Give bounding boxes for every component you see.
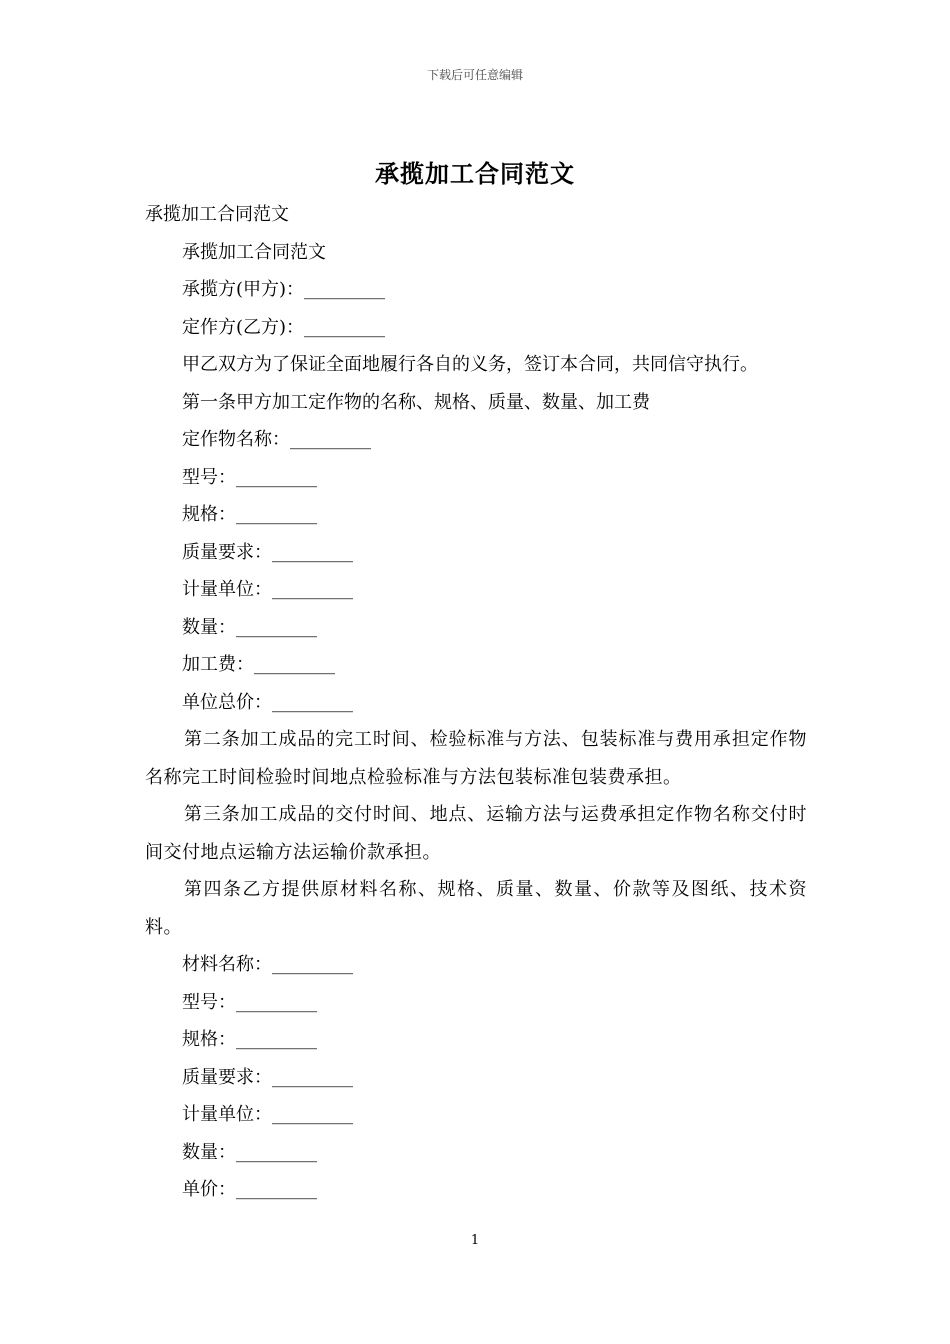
body-line: 承揽加工合同范文 [182, 241, 326, 263]
total-price-field: 单位总价：_________ [182, 691, 353, 713]
article-2-paragraph: 第二条加工成品的完工时间、检验标准与方法、包装标准与费用承担定作物名称完工时间检验时间地点检验标准与方法包装标准包装费承担。 [145, 729, 807, 788]
material-unit-price-field: 单价：_________ [182, 1179, 317, 1200]
item-name-field: 定作物名称：_________ [182, 429, 371, 450]
material-spec-field: 规格：_________ [182, 1029, 317, 1050]
article-3-paragraph: 第三条加工成品的交付时间、地点、运输方法与运费承担定作物名称交付时间交付地点运输方法运输价款承担。 [145, 804, 807, 863]
material-model-field: 型号：_________ [182, 991, 317, 1013]
spec-field: 规格：_________ [182, 504, 317, 525]
article-1-heading: 第一条甲方加工定作物的名称、规格、质量、数量、加工费 [182, 391, 650, 413]
document-title: 承揽加工合同范文 [375, 159, 575, 188]
contractor-party-field: 承揽方(甲方)：_________ [182, 279, 386, 300]
document-body [145, 196, 807, 1209]
article-4-paragraph: 第四条乙方提供原材料名称、规格、质量、数量、价款等及图纸、技术资料。 [145, 879, 807, 938]
orderer-party-field: 定作方(乙方)：_________ [182, 316, 386, 338]
material-quality-field: 质量要求：_________ [182, 1066, 353, 1088]
quality-field: 质量要求：_________ [182, 541, 353, 563]
page-number: 1 [470, 1233, 480, 1248]
preamble-line: 甲乙双方为了保证全面地履行各自的义务，签订本合同，共同信守执行。 [182, 354, 758, 375]
model-field: 型号：_________ [182, 466, 317, 488]
unit-field: 计量单位：_________ [182, 579, 353, 600]
material-name-field: 材料名称：_________ [182, 954, 353, 975]
processing-fee-field: 加工费：_________ [182, 654, 335, 675]
quantity-field: 数量：_________ [182, 616, 317, 638]
material-unit-field: 计量单位：_________ [182, 1104, 353, 1125]
subtitle-line: 承揽加工合同范文 [145, 204, 289, 225]
material-quantity-field: 数量：_________ [182, 1141, 317, 1163]
page-header: 下载后可任意编辑 [426, 68, 523, 82]
